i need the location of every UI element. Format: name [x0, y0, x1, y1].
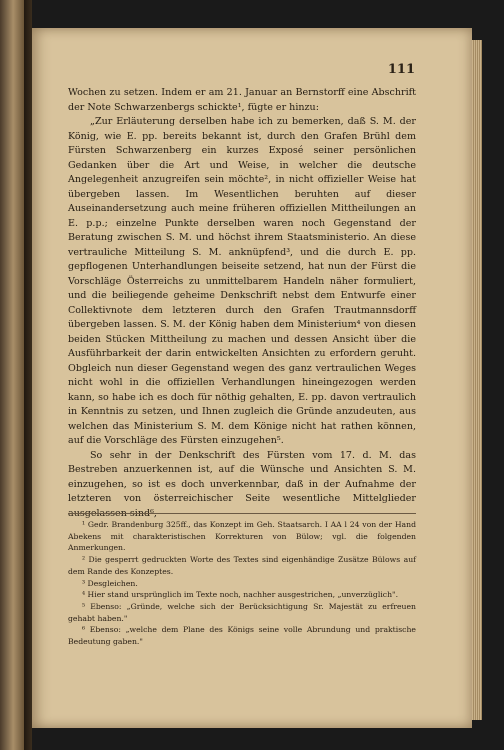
footnote-divider [68, 513, 416, 514]
footnote-3: ³ Desgleichen. [82, 578, 138, 588]
main-text [68, 86, 416, 521]
page-stack-edge [472, 40, 482, 720]
previous-page-edge [0, 0, 24, 750]
paragraph-1: Wochen zu setzen. Indem er am 21. Januar an Bernstorff eine Abschrift der Note Schwarzenbergs schickte¹, fügte er hinzu: [68, 87, 416, 113]
paragraph-2: „Zur Erläuterung derselben habe ich zu bemerken, daß S. M. der König, wie E. pp. bereits bekannt ist, durch den Grafen Brühl dem Fürsten Schwarzenberg ein kurzes Exposé seiner persönlichen Gedanken über die Art und Weise, in welcher die deutsche Angelegenheit anzugreifen sein möchte², in nicht offizieller Weise hat übergeben lassen. Im Wesentlichen beruhten auf dieser Auseinandersetzung auch meine früheren offiziellen Mittheilungen an E. p.p.; einzelne Punkte derselben waren noch Gegenstand der Beratung zwischen S. M. und höchst ihrem Staatsministerio. An diese vertrauliche Mitteilung S. M. anknüpfend³, und die durch E. pp. gepflogenen Unterhandlungen beiseite setzend, hat nun der Fürst die Vorschläge Österreichs zu unmittelbarem Handeln näher formuliert, und die beiliegende geheime Denkschrift nebst dem Entwurfe einer Collektivnote dem letzteren durch den Grafen Trautmannsdorff übergeben lassen. S. M. der König haben dem Ministerium⁴ von diesen beiden Stücken Mittheilung zu machen und dessen Ansicht über die Ausführbarkeit der darin entwickelten Ansichten zu erfordern geruht. Obgleich nun dieser Gegenstand wegen des ganz vertraulichen Weges nicht wohl in die offiziellen Verhandlungen hineingezogen werden kann, so habe ich es doch für nöthig gehalten, E. pp. davon vertraulich in Kenntnis zu setzen, und Ihnen zugleich die Gründe anzudeuten, aus welchen das Ministerium S. M. dem Könige nicht hat rathen können, auf die Vorschläge des Fürsten einzugehen⁵. [68, 116, 416, 446]
footnote-6: ⁶ Ebenso: „welche dem Plane des Königs seine volle Abrundung und praktische Bedeutung gaben." [68, 625, 416, 647]
book-gutter [24, 0, 32, 750]
footnote-4: ⁴ Hier stand ursprünglich im Texte noch, nachher ausgestrichen, „unverzüglich". [82, 590, 399, 600]
footnotes [68, 519, 416, 648]
footnote-2: ² Die gesperrt gedruckten Worte des Textes sind eigenhändige Zusätze Bülows auf dem Rande des Konzeptes. [68, 555, 416, 576]
footnote-1: ¹ Gedr. Brandenburg 325ff., das Konzept im Geh. Staatsarch. I AA l 24 von der Hand Abekens mit charakteristischen Korrekturen von Bülow; vgl. die folgenden Anmerkungen. [68, 520, 416, 553]
footnote-5: ⁵ Ebenso: „Gründe, welche sich der Berücksichtigung Sr. Majestät zu erfreuen gehabt haben." [68, 601, 416, 623]
book-page [32, 28, 472, 728]
page-number: 111 [387, 62, 415, 77]
paragraph-3: So sehr in der Denkschrift des Fürsten vom 17. d. M. das Bestreben anzuerkennen ist, auf die Wünsche und Ansichten S. M. einzugehen, so ist es doch unverkennbar, daß in der Aufnahme der letzteren von österreichischer Seite wesentliche Mittelglieder ausgelassen sind⁶, [68, 449, 416, 519]
